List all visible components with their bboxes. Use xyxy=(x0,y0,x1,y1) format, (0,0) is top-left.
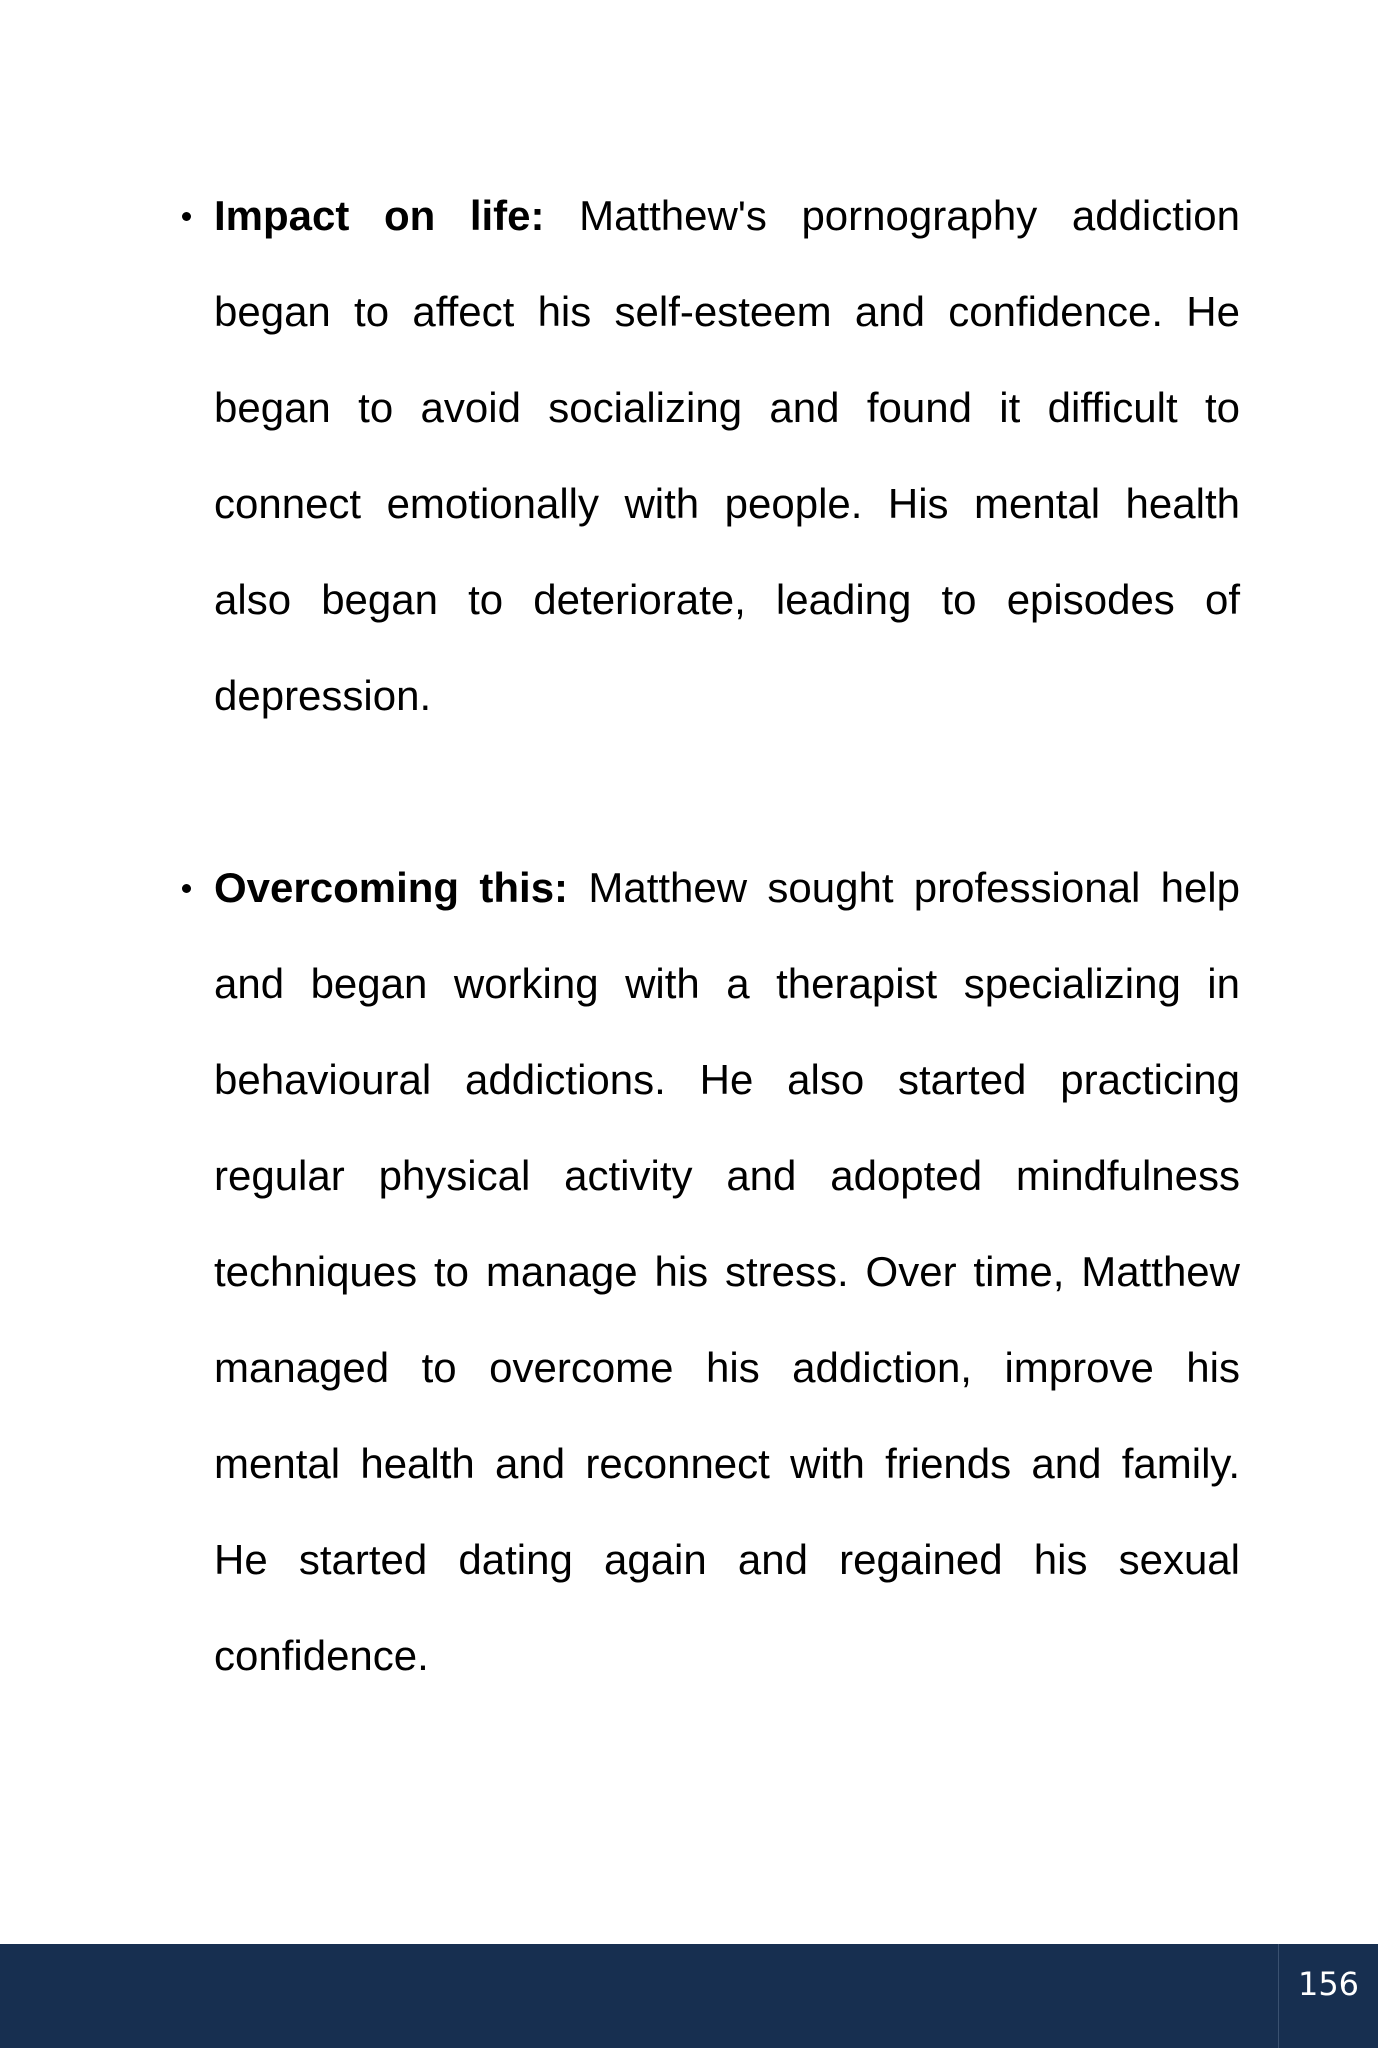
page-body xyxy=(0,168,1378,1704)
bullet-text: Matthew's pornography addiction began to affect his self-esteem and confidence. He began to avoid socializing and found it difficult to connect emotionally with people. His mental health also began to deteriorate, leading to episodes of depression. xyxy=(214,192,1240,719)
page-number: 156 xyxy=(1297,1965,1360,2003)
bullet-label: Impact on life: xyxy=(214,192,545,239)
bullet-text: Matthew sought professional help and began working with a therapist specializing in behavioural addictions. He also started practicing regular physical activity and adopted mindfulness techniques to manage his stress. Over time, Matthew managed to overcome his addiction, improve his mental health and reconnect with friends and family. He started dating again and regained his sexual confidence. xyxy=(214,864,1240,1679)
bullet-overcoming-this xyxy=(214,840,1240,1704)
bullet-label: Overcoming this: xyxy=(214,864,569,911)
footer-bar xyxy=(0,1944,1378,2048)
bullet-impact-on-life xyxy=(214,168,1240,744)
